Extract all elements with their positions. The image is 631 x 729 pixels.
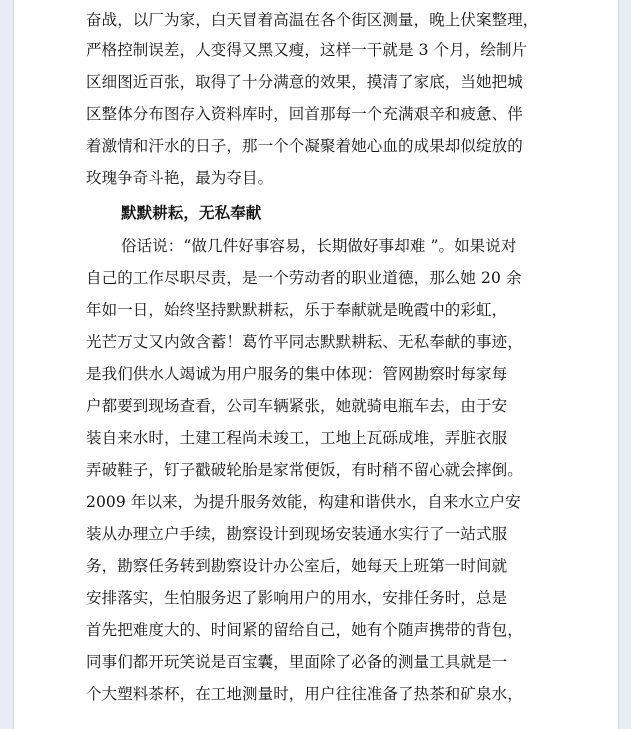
paragraph-line: 装自来水时，土建工程尚未竣工，工地上瓦砾成堆，弄脏衣服 [86, 429, 508, 447]
right-window-frame [618, 0, 631, 729]
paragraph-line: 严格控制误差，人变得又黑又瘦，这样一干就是 3 个月，绘制片 [86, 41, 528, 59]
paragraph-line: 个大塑料茶杯，在工地测量时，用户往往准备了热茶和矿泉水， [86, 685, 523, 703]
left-window-frame [0, 0, 14, 729]
section-heading: 默默耕耘，无私奉献 [121, 203, 262, 222]
paragraph-line: 光芒万丈又内敛含蓄！葛竹平同志默默耕耘、无私奉献的事迹， [86, 333, 523, 351]
paragraph-line: 奋战，以厂为家，白天冒着高温在各个街区测量，晚上伏案整理， [86, 11, 539, 29]
document-page [14, 0, 618, 729]
paragraph-line: 弄破鞋子，钉子戳破轮胎是家常便饭，有时稍不留心就会摔倒。 [86, 461, 523, 479]
paragraph-line: 首先把难度大的、时间紧的留给自己，她有个随声携带的背包， [86, 621, 523, 639]
paragraph-line: 玫瑰争奇斗艳，最为夺目。 [86, 169, 274, 187]
paragraph-line: 年如一日，始终坚持默默耕耘，乐于奉献就是晚霞中的彩虹， [86, 301, 508, 319]
paragraph-line: 区整体分布图存入资料库时，回首那每一个充满艰辛和疲惫、伴 [86, 105, 523, 123]
paragraph-line: 务，勘察任务转到勘察设计办公室后，她每天上班第一时间就 [86, 557, 508, 575]
paragraph-line: 俗话说：“做几件好事容易，长期做好事却难 ”。如果说对 [121, 237, 517, 255]
paragraph-line: 户都要到现场查看，公司车辆紧张，她就骑电瓶车去，由于安 [86, 397, 508, 415]
paragraph-line: 是我们供水人竭诚为用户服务的集中体现：管网勘察时每家每 [86, 365, 508, 383]
paragraph-line: 着激情和汗水的日子，那一个个凝聚着她心血的成果却似绽放的 [86, 137, 523, 155]
paragraph-line: 同事们都开玩笑说是百宝囊，里面除了必备的测量工具就是一 [86, 653, 508, 671]
paragraph-line: 2009 年以来，为提升服务效能，构建和谐供水，自来水立户安 [86, 493, 521, 511]
paragraph-line: 装从办理立户手续，勘察设计到现场安装通水实行了一站式服 [86, 525, 508, 543]
paragraph-line: 安排落实，生怕服务迟了影响用户的用水，安排任务时，总是 [86, 589, 508, 607]
paragraph-line: 自己的工作尽职尽责，是一个劳动者的职业道德，那么她 20 余 [86, 269, 522, 287]
paragraph-line: 区细图近百张，取得了十分满意的效果，摸清了家底，当她把城 [86, 73, 523, 91]
